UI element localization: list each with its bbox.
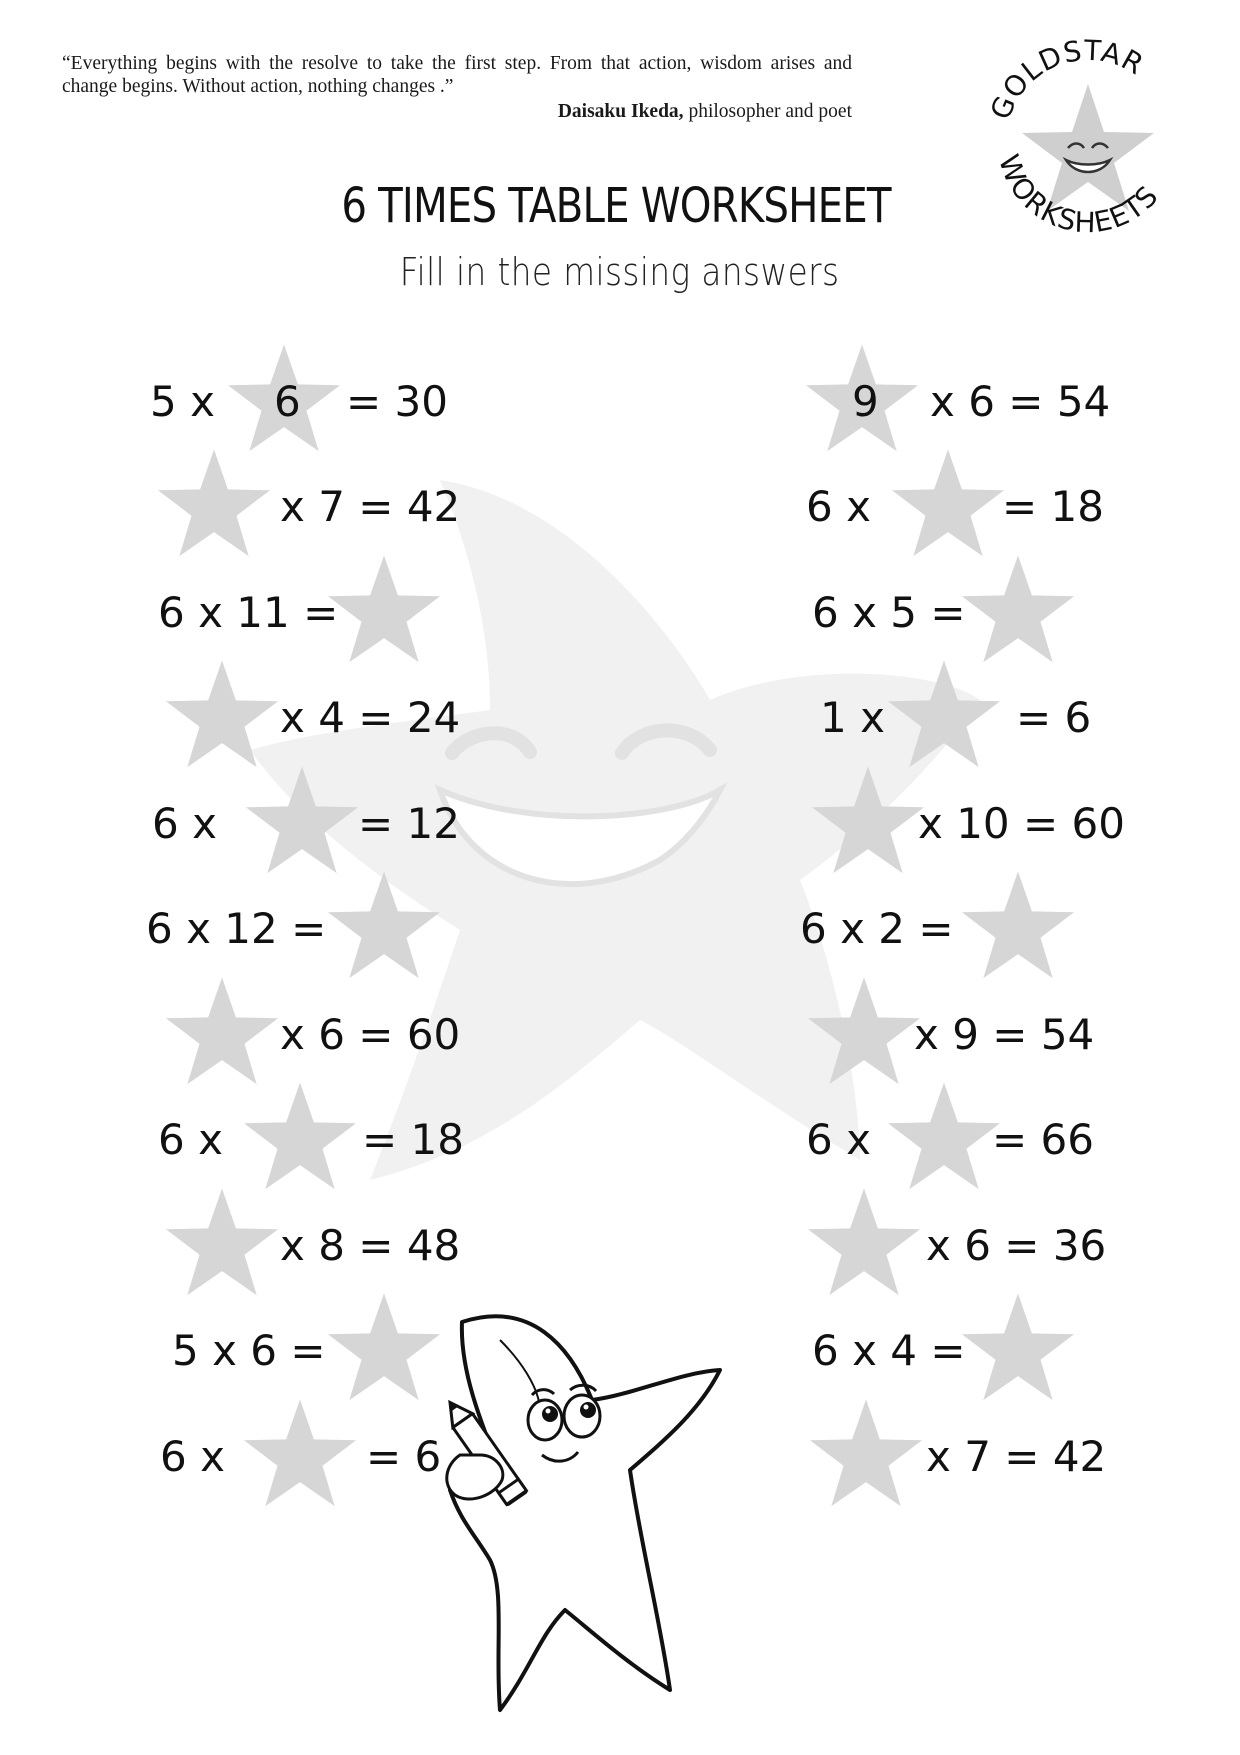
answer-star[interactable] bbox=[956, 1291, 1080, 1409]
answer-star[interactable] bbox=[238, 1397, 362, 1515]
eq-right-part: x 7 = 42 bbox=[926, 1432, 1107, 1481]
svg-text:GOLDSTAR bbox=[984, 34, 1150, 124]
eq-right-part: x 6 = 60 bbox=[280, 1010, 461, 1059]
answer-star[interactable] bbox=[322, 553, 446, 671]
answer-star[interactable] bbox=[882, 1080, 1006, 1198]
eq-right-part: = 12 bbox=[358, 799, 460, 848]
answer-star[interactable] bbox=[886, 447, 1010, 565]
eq-left-part: 6 x bbox=[158, 1115, 223, 1164]
answer-star[interactable] bbox=[956, 553, 1080, 671]
logo-bottom-text: WORKSHEETS bbox=[991, 150, 1165, 240]
eq-right-part: = 18 bbox=[362, 1115, 464, 1164]
eq-left-part: 6 x 5 = bbox=[812, 588, 966, 637]
eq-left-part: 6 x 2 = bbox=[800, 904, 954, 953]
answer-star[interactable] bbox=[238, 1080, 362, 1198]
eq-left-part: 1 x bbox=[820, 693, 885, 742]
eq-right-part: x 8 = 48 bbox=[280, 1221, 461, 1270]
eq-right-part: x 4 = 24 bbox=[280, 693, 461, 742]
eq-left-part: 5 x bbox=[150, 377, 215, 426]
answer-star[interactable] bbox=[882, 658, 1006, 776]
eq-left-part: 6 x 12 = bbox=[146, 904, 327, 953]
logo-top-text: GOLDSTAR bbox=[983, 33, 1150, 125]
eq-right-part: x 10 = 60 bbox=[918, 799, 1125, 848]
eq-left-part: 6 x 11 = bbox=[158, 588, 339, 637]
eq-right-part: = 6 bbox=[366, 1432, 442, 1481]
answer-star[interactable] bbox=[802, 1186, 926, 1304]
eq-left-part: 6 x 4 = bbox=[812, 1326, 966, 1375]
answer-star[interactable] bbox=[240, 764, 364, 882]
quote-author: Daisaku Ikeda, bbox=[557, 101, 684, 122]
quote-author-role: philosopher and poet bbox=[688, 101, 852, 122]
eq-right-part: x 6 = 36 bbox=[926, 1221, 1107, 1270]
quote-attribution bbox=[558, 101, 852, 123]
eq-left-part: 6 x bbox=[806, 482, 871, 531]
eq-star-value: 9 bbox=[852, 377, 879, 426]
eq-left-part: 6 x bbox=[160, 1432, 225, 1481]
answer-star[interactable] bbox=[806, 764, 930, 882]
answer-star[interactable] bbox=[804, 1397, 928, 1515]
eq-left-part: 5 x 6 = bbox=[172, 1326, 326, 1375]
answer-star[interactable] bbox=[160, 658, 284, 776]
worksheet-title: 6 TIMES TABLE WORKSHEET bbox=[341, 178, 891, 234]
eq-right-part: = 30 bbox=[346, 377, 448, 426]
star-mascot-illustration bbox=[420, 1290, 820, 1740]
eq-star-value: 6 bbox=[274, 377, 301, 426]
answer-star[interactable] bbox=[160, 1186, 284, 1304]
eq-right-part: x 9 = 54 bbox=[914, 1010, 1095, 1059]
eq-left-part: 6 x bbox=[806, 1115, 871, 1164]
eq-right-part: x 6 = 54 bbox=[930, 377, 1111, 426]
answer-star[interactable] bbox=[956, 869, 1080, 987]
answer-star[interactable] bbox=[160, 975, 284, 1093]
eq-left-part: 6 x bbox=[152, 799, 217, 848]
answer-star[interactable] bbox=[802, 975, 926, 1093]
quote-text: “Everything begins with the resolve to take the first step. From that action, wisdom arises and change begins. Without action, nothing changes .” bbox=[62, 53, 852, 97]
answer-star[interactable] bbox=[152, 447, 276, 565]
eq-right-part: x 7 = 42 bbox=[280, 482, 461, 531]
eq-right-part: = 66 bbox=[992, 1115, 1094, 1164]
eq-right-part: = 18 bbox=[1002, 482, 1104, 531]
answer-star[interactable] bbox=[322, 869, 446, 987]
worksheet-subtitle: Fill in the missing answers bbox=[400, 250, 840, 294]
eq-right-part: = 6 bbox=[1016, 693, 1092, 742]
